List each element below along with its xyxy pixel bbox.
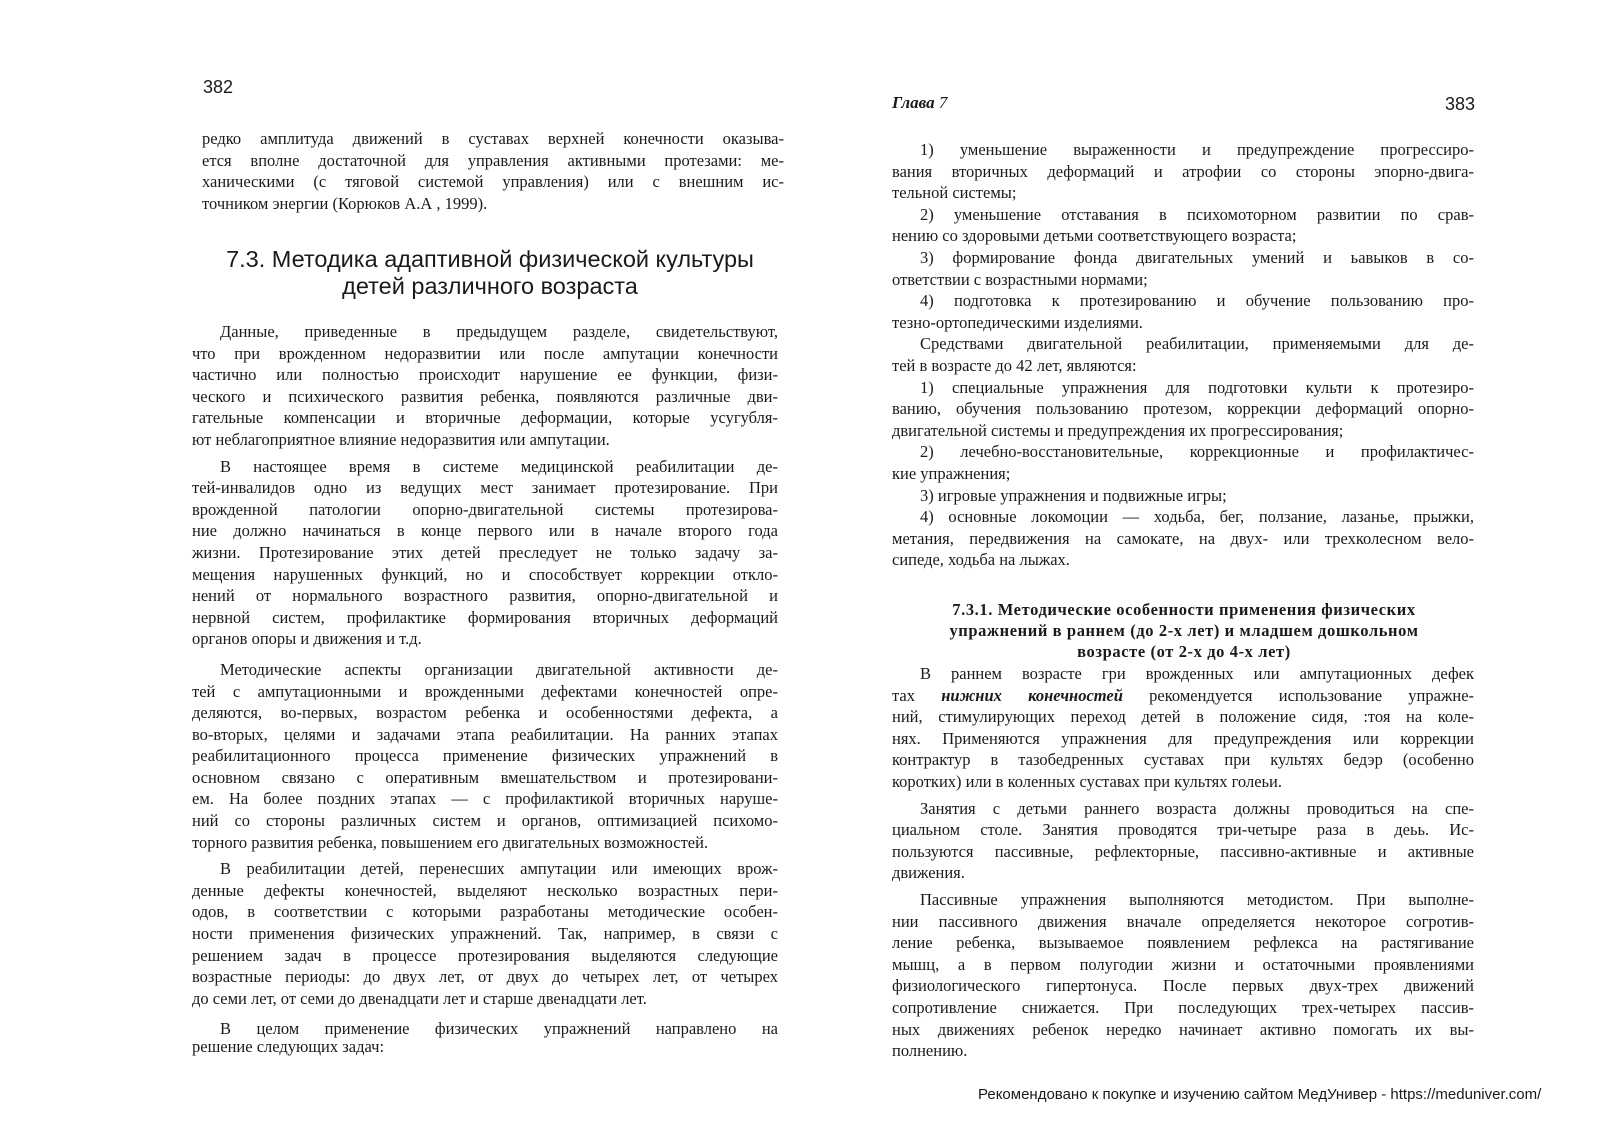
paragraph — [192, 1018, 778, 1054]
text-line: ности применения физических упражнений. Так, например, в связи с — [192, 924, 778, 944]
text-line: мещения нарушенных функций, но и способствует коррекции откло- — [192, 564, 778, 584]
text-line: полнению. — [892, 1041, 968, 1061]
text-line: 1) специальные упражнения для подготовки культи к протезиро- — [920, 377, 1474, 397]
text-line: возрастные периоды: до двух лет, от двух до четырех лет, от четырех — [192, 967, 778, 987]
body-text-right-top — [892, 139, 1474, 571]
text-line: тах нижних конечностей рекомендуется использование упражне- — [892, 685, 1475, 705]
text-line: коротких) или в коленных суставах при культях голеьи. — [892, 771, 1283, 791]
footer-note: Рекомендовано к покупке и изучению сайтом МедУнивер - https://meduniver.com/ — [978, 1086, 1542, 1103]
text-line: тей в возрасте до 42 лет, являются: — [892, 355, 1137, 375]
subsection-heading-line: 7.3.1. Методические особенности применения физических — [952, 600, 1416, 619]
running-head-number: 7 — [938, 93, 948, 112]
intro-text — [202, 128, 784, 214]
subsection-heading — [888, 599, 1480, 662]
paragraph — [892, 377, 1474, 442]
text-line: основном связано с оперативным вмешательством и протезировани- — [192, 767, 778, 787]
text-line: нений от нормального возрастного развития, опорно-двигательной и — [192, 586, 778, 606]
text-line: метания, передвижения на самокате, на двух- или трехколесном вело- — [892, 528, 1474, 548]
text-line: контрактур в тазобедренных суставах при культях бедэр (особенно — [892, 750, 1474, 770]
text-line: 3) игровые упражнения и подвижные игры; — [920, 485, 1227, 505]
subsection-heading-line: возрасте (от 2-х до 4-х лет) — [1077, 642, 1291, 661]
paragraph — [192, 456, 778, 650]
text-line: нервной систем, профилактике формирования вторичных деформаций — [192, 607, 778, 627]
paragraph — [892, 204, 1474, 247]
text-line: В реабилитации детей, перенесших ампутации или имеющих врож- — [220, 859, 778, 879]
text-line: нях. Применяются упражнения для предупреждения или коррекции — [892, 728, 1474, 748]
text-line: ответствии с возрастными нормами; — [892, 269, 1148, 289]
text-line: ханическими (с тяговой системой управления) или с внешним ис- — [202, 172, 784, 192]
paragraph — [192, 659, 778, 853]
text-line: решением задач в процессе протезирования выделяются следующие — [192, 945, 778, 965]
text-line: В раннем возрасте гри врожденных или ампутационных дефек — [920, 664, 1474, 683]
text-line: 1) уменьшение выраженности и предупреждение прогрессиро- — [920, 140, 1474, 159]
body-text-right-bottom — [892, 663, 1474, 1062]
text-line: движения. — [892, 863, 965, 883]
paragraph — [892, 506, 1474, 571]
text-line: нии пассивного движения вначале определяется некоторое согротив- — [892, 911, 1474, 931]
text-line: нению со здоровыми детьми соответствующего возраста; — [892, 226, 1297, 246]
body-text-left — [192, 321, 778, 1054]
paragraph — [892, 139, 1474, 204]
text-line: ют неблагоприятное влияние недоразвития или ампутации. — [192, 429, 610, 449]
text-line: кие упражнения; — [892, 463, 1011, 483]
paragraph — [892, 441, 1474, 484]
text-line: жизни. Протезирование этих детей преследует не только задачу за- — [192, 542, 778, 562]
text-line: одов, в соответствии с которыми разработаны методические особен- — [192, 902, 778, 922]
section-heading-line: детей различного возраста — [342, 273, 638, 299]
text-line: что при врожденном недоразвитии или после ампутации конечности — [192, 343, 778, 363]
text-line: органов опоры и движения и т.д. — [192, 629, 422, 649]
text-line: ческого и психического развития ребенка, появляются различные дви- — [192, 386, 778, 406]
text-line: Данные, приведенные в предыдущем разделе, свидетельствуют, — [220, 322, 778, 341]
text-line: сопротивление снижается. При последующих трех-четырех пассив- — [892, 997, 1474, 1017]
text-line: пользуются пассивные, рефлекторные, пассивно-активные и активные — [892, 841, 1474, 861]
text-line: ванию, обучения пользованию протезом, коррекции деформаций опорно- — [892, 399, 1474, 419]
text-line: денные дефекты конечностей, выделяют несколько возрастных пери- — [192, 880, 778, 900]
text-line: 2) лечебно-восстановительные, коррекционные и профилактичес- — [920, 442, 1474, 462]
paragraph — [192, 858, 778, 1009]
text-line: ние должно начинаться в конце первого или в начале второго года — [192, 521, 778, 541]
text-line: во-вторых, целями и задачами этапа реабилитации. На ранних этапах — [192, 724, 778, 744]
text-line: 4) подготовка к протезированию и обучение пользованию про- — [920, 291, 1474, 311]
text-line: Средствами двигательной реабилитации, применяемыми для де- — [920, 334, 1474, 354]
text-line: врожденной патологии опорно-двигательной системы протезирова- — [192, 499, 778, 519]
text-line: В целом применение физических упражнений направлено на — [220, 1019, 778, 1039]
text-line: тей с ампутационными и врожденными дефектами конечностей опре- — [192, 681, 778, 701]
text-line: Пассивные упражнения выполняются методистом. При выполне- — [920, 889, 1474, 909]
section-heading — [190, 246, 790, 300]
text-line: до семи лет, от семи до двенадцати лет и старше двенадцати лет. — [192, 988, 647, 1008]
paragraph — [892, 889, 1474, 1062]
text-line: мышц, а в первом полугодии жизни и остаточными проявлениями — [892, 954, 1474, 974]
page-number-left: 382 — [203, 77, 234, 97]
text-line: тельной системы; — [892, 183, 1017, 203]
text-line: частично или полностью происходит нарушение ее функции, физи- — [192, 365, 778, 385]
text-line: тезно-ортопедическими изделиями. — [892, 312, 1143, 332]
text-line: точником энергии (Корюков А.А , 1999). — [202, 193, 488, 213]
text-line: циальном столе. Занятия проводятся три-четыре раза в деьь. Ис- — [892, 820, 1474, 840]
text-line: ний со стороны различных систем и органов, оптимизацией психомо- — [192, 811, 778, 831]
text-line: 2) уменьшение отставания в психомоторном развитии по срав- — [920, 204, 1474, 224]
text-line: Методические аспекты организации двигательной активности де- — [220, 659, 778, 679]
text-line: торного развития ребенка, повышением его двигательных возможностей. — [192, 832, 709, 852]
paragraph — [892, 485, 1474, 507]
text-line: физиологического гипертонуса. После первых двух-трех движений — [892, 976, 1474, 996]
subsection-heading-line: упражнений в раннем (до 2-х лет) и младшем дошкольном — [949, 621, 1419, 640]
paragraph — [892, 290, 1474, 333]
running-head — [892, 93, 947, 113]
paragraph — [892, 798, 1474, 884]
text-line: ний, стимулирующих переход детей в положение сидя, :тоя на коле- — [892, 707, 1474, 727]
paragraph — [892, 663, 1474, 793]
running-head-chapter: Глава — [892, 93, 935, 112]
text-line: ных движениях ребенок нередко начинает активно помогать их вы- — [892, 1019, 1474, 1039]
text-line: 3) формирование фонда двигательных умений и ьавыков в со- — [920, 247, 1474, 267]
text-line: ем. На более поздних этапах — с профилактикой вторичных наруше- — [192, 789, 778, 809]
text-line: сипеде, ходьба на лыжах. — [892, 550, 1070, 570]
text-line: ление ребенка, вызываемое появлением рефлекса на растягивание — [892, 933, 1474, 953]
paragraph — [892, 247, 1474, 290]
text-line: гательные компенсации и вторичные деформации, которые усугубля- — [192, 408, 778, 428]
paragraph — [192, 321, 778, 451]
text-line: решение следующих задач: — [192, 1037, 385, 1056]
page-number-right: 383 — [1445, 94, 1476, 114]
emphasis-text: нижних конечностей — [941, 685, 1123, 705]
text-line: В настоящее время в системе медицинской реабилитации де- — [220, 456, 778, 476]
right-page — [800, 0, 1600, 1133]
text-line: вания вторичных деформаций и атрофии со стороны эпорно-двига- — [892, 161, 1474, 181]
text-line: реабилитационного процесса применение физических упражнений в — [192, 746, 778, 766]
text-line: двигательной системы и предупреждения их прогрессирования; — [892, 420, 1344, 440]
paragraph — [892, 333, 1474, 376]
text-line: Занятия с детьми раннего возраста должны проводиться на спе- — [920, 798, 1474, 818]
section-heading-line: 7.3. Методика адаптивной физической культуры — [226, 246, 754, 272]
text-line: тей-инвалидов одно из ведущих мест занимает протезирование. При — [192, 478, 778, 498]
text-line: 4) основные локомоции — ходьба, бег, ползание, лазанье, прыжки, — [920, 507, 1474, 527]
text-line: деляются, во-первых, возрастом ребенка и особенностями дефекта, а — [192, 703, 778, 723]
text-line: редко амплитуда движений в суставах верхней конечности оказыва- — [202, 129, 784, 148]
text-line: ется вполне достаточной для управления активными протезами: ме- — [202, 150, 784, 170]
